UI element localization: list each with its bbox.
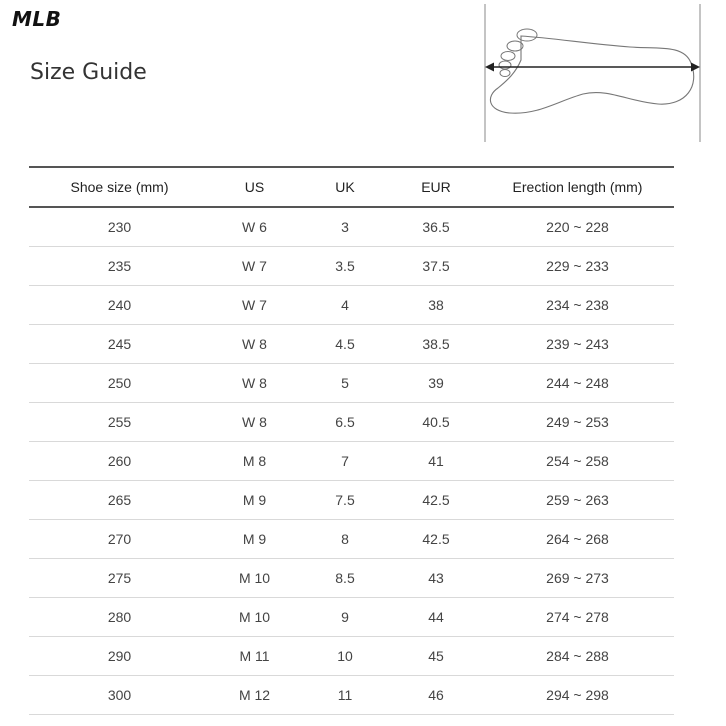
us-size-cell: M 12 [210, 676, 299, 715]
erection-length-cell: 249 ~ 253 [481, 403, 674, 442]
shoe-size-cell: 280 [29, 598, 210, 637]
header-erection-length: Erection length (mm) [481, 167, 674, 207]
shoe-size-cell: 265 [29, 481, 210, 520]
size-table [29, 166, 674, 715]
shoe-size-cell: 270 [29, 520, 210, 559]
table-row [29, 207, 674, 247]
uk-size-cell: 4 [299, 286, 391, 325]
uk-size-cell: 8 [299, 520, 391, 559]
us-size-cell: W 7 [210, 247, 299, 286]
uk-size-cell: 7.5 [299, 481, 391, 520]
big-toe [517, 29, 537, 41]
erection-length-cell: 234 ~ 238 [481, 286, 674, 325]
table-row [29, 364, 674, 403]
uk-size-cell: 10 [299, 637, 391, 676]
us-size-cell: M 10 [210, 598, 299, 637]
shoe-size-cell: 290 [29, 637, 210, 676]
header-us: US [210, 167, 299, 207]
uk-size-cell: 4.5 [299, 325, 391, 364]
foot-outline [490, 36, 693, 113]
shoe-size-cell: 275 [29, 559, 210, 598]
table-row [29, 520, 674, 559]
uk-size-cell: 5 [299, 364, 391, 403]
eur-size-cell: 38 [391, 286, 481, 325]
shoe-size-cell: 245 [29, 325, 210, 364]
erection-length-cell: 239 ~ 243 [481, 325, 674, 364]
us-size-cell: M 9 [210, 481, 299, 520]
shoe-size-cell: 230 [29, 207, 210, 247]
uk-size-cell: 7 [299, 442, 391, 481]
us-size-cell: W 8 [210, 364, 299, 403]
uk-size-cell: 9 [299, 598, 391, 637]
us-size-cell: M 8 [210, 442, 299, 481]
erection-length-cell: 294 ~ 298 [481, 676, 674, 715]
us-size-cell: M 9 [210, 520, 299, 559]
table-row [29, 442, 674, 481]
eur-size-cell: 42.5 [391, 481, 481, 520]
little-toe [500, 70, 510, 77]
eur-size-cell: 37.5 [391, 247, 481, 286]
table-row [29, 403, 674, 442]
table-row [29, 598, 674, 637]
shoe-size-cell: 300 [29, 676, 210, 715]
erection-length-cell: 229 ~ 233 [481, 247, 674, 286]
table-header-row [29, 167, 674, 207]
erection-length-cell: 244 ~ 248 [481, 364, 674, 403]
erection-length-cell: 269 ~ 273 [481, 559, 674, 598]
table-row [29, 481, 674, 520]
uk-size-cell: 11 [299, 676, 391, 715]
eur-size-cell: 39 [391, 364, 481, 403]
us-size-cell: M 10 [210, 559, 299, 598]
shoe-size-cell: 235 [29, 247, 210, 286]
table-row [29, 637, 674, 676]
erection-length-cell: 264 ~ 268 [481, 520, 674, 559]
table-row [29, 286, 674, 325]
eur-size-cell: 45 [391, 637, 481, 676]
erection-length-cell: 259 ~ 263 [481, 481, 674, 520]
table-row [29, 247, 674, 286]
header-shoe-size: Shoe size (mm) [29, 167, 210, 207]
third-toe [501, 52, 515, 61]
shoe-size-cell: 250 [29, 364, 210, 403]
header-eur: EUR [391, 167, 481, 207]
us-size-cell: W 8 [210, 325, 299, 364]
shoe-size-cell: 260 [29, 442, 210, 481]
uk-size-cell: 3 [299, 207, 391, 247]
page-title: Size Guide [30, 60, 147, 85]
eur-size-cell: 46 [391, 676, 481, 715]
eur-size-cell: 42.5 [391, 520, 481, 559]
us-size-cell: M 11 [210, 637, 299, 676]
eur-size-cell: 44 [391, 598, 481, 637]
length-arrow-left-head [485, 63, 494, 72]
eur-size-cell: 36.5 [391, 207, 481, 247]
eur-size-cell: 38.5 [391, 325, 481, 364]
foot-length-icon [478, 0, 708, 145]
table-row [29, 325, 674, 364]
shoe-size-cell: 255 [29, 403, 210, 442]
erection-length-cell: 274 ~ 278 [481, 598, 674, 637]
uk-size-cell: 3.5 [299, 247, 391, 286]
length-arrow-right-head [691, 63, 700, 72]
us-size-cell: W 8 [210, 403, 299, 442]
table-row [29, 559, 674, 598]
erection-length-cell: 254 ~ 258 [481, 442, 674, 481]
us-size-cell: W 7 [210, 286, 299, 325]
eur-size-cell: 41 [391, 442, 481, 481]
uk-size-cell: 8.5 [299, 559, 391, 598]
erection-length-cell: 220 ~ 228 [481, 207, 674, 247]
eur-size-cell: 43 [391, 559, 481, 598]
brand-logo: MLB [12, 7, 62, 31]
shoe-size-cell: 240 [29, 286, 210, 325]
eur-size-cell: 40.5 [391, 403, 481, 442]
header-uk: UK [299, 167, 391, 207]
us-size-cell: W 6 [210, 207, 299, 247]
fourth-toe [499, 61, 511, 69]
table-body [29, 207, 674, 715]
uk-size-cell: 6.5 [299, 403, 391, 442]
erection-length-cell: 284 ~ 288 [481, 637, 674, 676]
table-row [29, 676, 674, 715]
